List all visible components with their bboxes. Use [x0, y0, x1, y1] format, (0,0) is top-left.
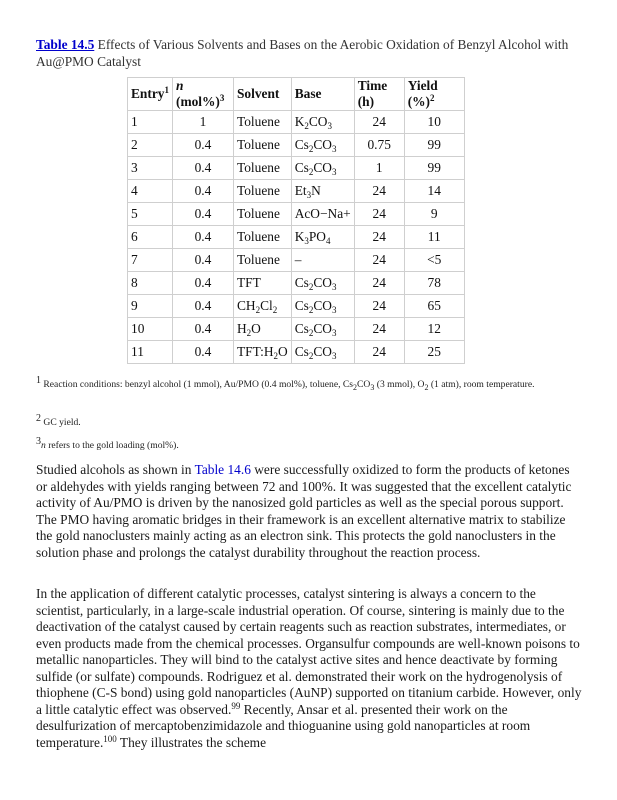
cell-yield: 14: [404, 180, 464, 203]
cell-solvent: Toluene: [233, 111, 291, 134]
cell-base: $Et_3N$: [291, 180, 354, 203]
cell-n-mol: 0.4: [172, 249, 233, 272]
table-14-6-link[interactable]: Table 14.6: [194, 462, 251, 477]
cell-yield: 11: [404, 226, 464, 249]
table-row: [128, 134, 465, 157]
table-row: [128, 249, 465, 272]
cell-base: $Cs_2CO_3$: [291, 295, 354, 318]
header-time: Time (h): [354, 78, 404, 111]
cell-entry: 9: [128, 295, 173, 318]
table-row: [128, 203, 465, 226]
cell-base: $Cs_2CO_3$: [291, 318, 354, 341]
cell-time: 1: [354, 157, 404, 180]
cell-base: $K_2CO_3$: [291, 111, 354, 134]
cell-entry: 1: [128, 111, 173, 134]
table-row: [128, 111, 465, 134]
cell-entry: 5: [128, 203, 173, 226]
cell-n-mol: 0.4: [172, 318, 233, 341]
table-row: [128, 341, 465, 364]
cell-entry: 8: [128, 272, 173, 295]
table-header-row: [128, 78, 465, 111]
cell-base: AcO−Na+: [291, 203, 354, 226]
header-n-mol: n $(mol\%)^3$: [172, 78, 233, 111]
paragraph-1: Studied alcohols as shown in Table 14.6 were successfully oxidized to form the products of ketones or aldehydes with yields ranging between 72 and 100%. It was suggested that the excellent catalytic activity of Au/PMO is driven by the nanosized gold particles as well as the special porous support. The PMO having aromatic bridges in their framework is an excellent alternative matrix to stabilize the gold nanoclusters mainly acting as an electron sink. This protects the gold nanoclusters in the solution phase and prolongs the catalyst durability throughout the reaction process.: [36, 462, 572, 560]
table-row: [128, 272, 465, 295]
cell-entry: 6: [128, 226, 173, 249]
cell-yield: 65: [404, 295, 464, 318]
cell-n-mol: 0.4: [172, 295, 233, 318]
caption-text: Effects of Various Solvents and Bases on the Aerobic Oxidation of Benzyl Alcohol with Au@PMO Catalyst: [36, 37, 569, 69]
cell-base: $Cs_2CO_3$: [291, 272, 354, 295]
table-row: [128, 180, 465, 203]
cell-n-mol: 0.4: [172, 203, 233, 226]
cell-solvent: Toluene: [233, 249, 291, 272]
cell-time: 24: [354, 180, 404, 203]
cell-yield: <5: [404, 249, 464, 272]
cell-solvent: Toluene: [233, 203, 291, 226]
header-yield: Yield (%)$^2$: [404, 78, 464, 111]
cell-n-mol: 0.4: [172, 180, 233, 203]
header-entry: Entry$^1$: [128, 78, 173, 111]
cell-yield: 9: [404, 203, 464, 226]
table-row: [128, 318, 465, 341]
cell-base: $Cs_2CO_3$: [291, 157, 354, 180]
cell-n-mol: 1: [172, 111, 233, 134]
cell-n-mol: 0.4: [172, 226, 233, 249]
footnote-2: $^2$ GC yield.: [36, 413, 81, 428]
cell-entry: 10: [128, 318, 173, 341]
table-row: [128, 295, 465, 318]
cell-base: –: [291, 249, 354, 272]
cell-time: 0.75: [354, 134, 404, 157]
table-14-5-link[interactable]: Table 14.5: [36, 37, 95, 52]
table-body: [128, 111, 465, 364]
cell-solvent: Toluene: [233, 180, 291, 203]
cell-entry: 7: [128, 249, 173, 272]
table-row: [128, 226, 465, 249]
table-caption: [36, 37, 584, 70]
cell-n-mol: 0.4: [172, 157, 233, 180]
cell-yield: 10: [404, 111, 464, 134]
paragraph-2: In the application of different catalytic processes, catalyst sintering is always a concern to the scientist, particularly, in a large-scale industrial operation. Of course, sintering is mainly due to the deactivation of the catalyst caused by certain reagents such as reaction substrates, intermediates, or even products made from the chemical processes. Organsulfur compounds are well-known poisons to metallic nanoparticles. They will bind to the catalyst active sites and hence deactivate by forming sulfide (or sulfate) compounds. Rodriguez et al. demonstrated their work on the hydrogenolysis of thiophene (C-S bond) using gold nanoparticles (AuNP) supported on titanium carbide. However, only a little catalytic effect was observed.$^{99}$ Recently, Ansar et al. presented their work on the desulfurization of mercaptobenzimidazole and thioguanine using gold nanoparticles at room temperature.$^{100}$ They illustrates the scheme: [36, 586, 582, 750]
cell-solvent: Toluene: [233, 157, 291, 180]
cell-entry: 11: [128, 341, 173, 364]
cell-solvent: TFT: [233, 272, 291, 295]
cell-yield: 99: [404, 157, 464, 180]
footnote-1: $^1$ Reaction conditions: benzyl alcohol (1 mmol), Au/PMO (0.4 mol%), toluene, $Cs_2CO_3$ (3 mmol), $O_2$ (1 atm), room temperature.: [36, 375, 535, 392]
cell-yield: 12: [404, 318, 464, 341]
cell-base: $Cs_2CO_3$: [291, 134, 354, 157]
cell-yield: 25: [404, 341, 464, 364]
cell-base: $Cs_2CO_3$: [291, 341, 354, 364]
cell-n-mol: 0.4: [172, 341, 233, 364]
cell-entry: 2: [128, 134, 173, 157]
cell-time: 24: [354, 295, 404, 318]
header-solvent: Solvent: [233, 78, 291, 111]
cell-time: 24: [354, 341, 404, 364]
cell-time: 24: [354, 226, 404, 249]
cell-solvent: $CH_2Cl_2$: [233, 295, 291, 318]
header-base: Base: [291, 78, 354, 111]
results-table: [127, 77, 465, 364]
cell-entry: 3: [128, 157, 173, 180]
cell-solvent: Toluene: [233, 226, 291, 249]
footnote-3: $^3$n refers to the gold loading (mol%).: [36, 436, 179, 451]
cell-base: $K_3PO_4$: [291, 226, 354, 249]
cell-n-mol: 0.4: [172, 134, 233, 157]
cell-time: 24: [354, 111, 404, 134]
cell-entry: 4: [128, 180, 173, 203]
cell-solvent: $TFT:H_2O$: [233, 341, 291, 364]
cell-time: 24: [354, 203, 404, 226]
table-row: [128, 157, 465, 180]
citation-99: 99: [231, 700, 241, 711]
cell-yield: 99: [404, 134, 464, 157]
cell-solvent: Toluene: [233, 134, 291, 157]
cell-time: 24: [354, 272, 404, 295]
cell-solvent: $H_2O$: [233, 318, 291, 341]
cell-time: 24: [354, 318, 404, 341]
cell-time: 24: [354, 249, 404, 272]
cell-yield: 78: [404, 272, 464, 295]
cell-n-mol: 0.4: [172, 272, 233, 295]
citation-100: 100: [103, 733, 117, 744]
